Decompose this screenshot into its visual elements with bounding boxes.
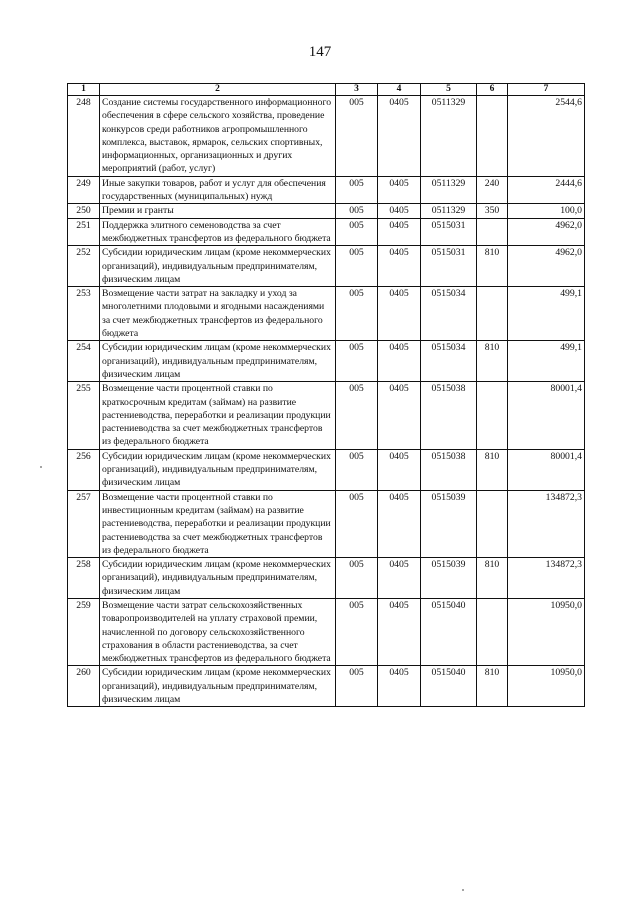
row-amount: 10950,0 bbox=[508, 666, 585, 707]
table-row bbox=[68, 382, 585, 449]
row-code-section: 0405 bbox=[378, 598, 421, 665]
row-name: Иные закупки товаров, работ и услуг для обеспечения государственных (муниципальных) нужд bbox=[100, 176, 336, 204]
row-name: Премии и гранты bbox=[100, 204, 336, 218]
row-name: Субсидии юридическим лицам (кроме некоммерческих организаций), индивидуальным предпринимателям, физическим лицам bbox=[100, 666, 336, 707]
row-number: 254 bbox=[68, 341, 100, 382]
row-code-target: 0515031 bbox=[421, 218, 477, 246]
row-code-ministry: 005 bbox=[336, 204, 378, 218]
row-number: 253 bbox=[68, 287, 100, 341]
row-code-section: 0405 bbox=[378, 382, 421, 449]
row-code-section: 0405 bbox=[378, 176, 421, 204]
table-header-row bbox=[68, 84, 585, 96]
table-row bbox=[68, 246, 585, 287]
row-code-section: 0405 bbox=[378, 558, 421, 599]
row-amount: 80001,4 bbox=[508, 449, 585, 490]
row-amount: 499,1 bbox=[508, 341, 585, 382]
row-amount: 2544,6 bbox=[508, 96, 585, 177]
row-code-section: 0405 bbox=[378, 246, 421, 287]
row-code-target: 0515040 bbox=[421, 598, 477, 665]
column-header: 7 bbox=[508, 84, 585, 96]
row-name: Поддержка элитного семеноводства за счет межбюджетных трансфертов из федерального бюджета bbox=[100, 218, 336, 246]
table-row bbox=[68, 666, 585, 707]
row-name: Субсидии юридическим лицам (кроме некоммерческих организаций), индивидуальным предпринимателям, физическим лицам bbox=[100, 341, 336, 382]
row-number: 257 bbox=[68, 490, 100, 557]
column-header: 4 bbox=[378, 84, 421, 96]
row-code-ministry: 005 bbox=[336, 96, 378, 177]
row-code-target: 0515031 bbox=[421, 246, 477, 287]
row-name: Субсидии юридическим лицам (кроме некоммерческих организаций), индивидуальным предпринимателям, физическим лицам bbox=[100, 246, 336, 287]
row-code-ministry: 005 bbox=[336, 246, 378, 287]
row-number: 259 bbox=[68, 598, 100, 665]
row-name: Возмещение части процентной ставки по краткосрочным кредитам (займам) на развитие растениеводства, переработки и реализации продукции растениеводства за счет межбюджетных трансфертов из федерального бюджета bbox=[100, 382, 336, 449]
table-row bbox=[68, 490, 585, 557]
column-header: 3 bbox=[336, 84, 378, 96]
row-code-ministry: 005 bbox=[336, 287, 378, 341]
row-code-ministry: 005 bbox=[336, 341, 378, 382]
scan-speck bbox=[462, 889, 464, 891]
table-row bbox=[68, 558, 585, 599]
table-row bbox=[68, 287, 585, 341]
table-row bbox=[68, 341, 585, 382]
row-code-section: 0405 bbox=[378, 666, 421, 707]
row-code-section: 0405 bbox=[378, 449, 421, 490]
row-code-ministry: 005 bbox=[336, 449, 378, 490]
row-code-type bbox=[477, 287, 508, 341]
row-code-target: 0515034 bbox=[421, 287, 477, 341]
row-code-type bbox=[477, 218, 508, 246]
table-row bbox=[68, 449, 585, 490]
row-code-target: 0515034 bbox=[421, 341, 477, 382]
row-code-ministry: 005 bbox=[336, 598, 378, 665]
row-code-ministry: 005 bbox=[336, 490, 378, 557]
row-number: 248 bbox=[68, 96, 100, 177]
table-row bbox=[68, 598, 585, 665]
row-number: 260 bbox=[68, 666, 100, 707]
table-row bbox=[68, 96, 585, 177]
row-amount: 100,0 bbox=[508, 204, 585, 218]
row-code-section: 0405 bbox=[378, 96, 421, 177]
row-number: 250 bbox=[68, 204, 100, 218]
row-code-target: 0511329 bbox=[421, 176, 477, 204]
table-row bbox=[68, 218, 585, 246]
row-code-type bbox=[477, 490, 508, 557]
row-amount: 4962,0 bbox=[508, 218, 585, 246]
row-code-type: 810 bbox=[477, 246, 508, 287]
page-number: 147 bbox=[308, 44, 332, 60]
row-name: Возмещение части процентной ставки по инвестиционным кредитам (займам) на развитие растениеводства, переработки и реализации продукции растениеводства за счет межбюджетных трансфертов из федерального бюджета bbox=[100, 490, 336, 557]
row-code-ministry: 005 bbox=[336, 558, 378, 599]
row-code-target: 0515038 bbox=[421, 382, 477, 449]
row-code-target: 0511329 bbox=[421, 204, 477, 218]
row-name: Создание системы государственного информационного обеспечения в сфере сельского хозяйства, проведение конкурсов среди работников агропромышленного комплекса, выставок, ярмарок, сельских спортивных, информационных, организационных и других мероприятий (работ, услуг) bbox=[100, 96, 336, 177]
row-code-section: 0405 bbox=[378, 341, 421, 382]
table-row bbox=[68, 176, 585, 204]
row-code-type bbox=[477, 598, 508, 665]
row-code-target: 0515038 bbox=[421, 449, 477, 490]
row-code-section: 0405 bbox=[378, 490, 421, 557]
row-code-ministry: 005 bbox=[336, 666, 378, 707]
row-code-type: 810 bbox=[477, 666, 508, 707]
row-code-type: 810 bbox=[477, 449, 508, 490]
row-amount: 10950,0 bbox=[508, 598, 585, 665]
row-code-ministry: 005 bbox=[336, 218, 378, 246]
row-code-type: 810 bbox=[477, 341, 508, 382]
row-amount: 499,1 bbox=[508, 287, 585, 341]
row-code-target: 0515039 bbox=[421, 490, 477, 557]
row-code-target: 0515040 bbox=[421, 666, 477, 707]
row-number: 252 bbox=[68, 246, 100, 287]
row-code-type: 350 bbox=[477, 204, 508, 218]
row-amount: 80001,4 bbox=[508, 382, 585, 449]
row-code-section: 0405 bbox=[378, 287, 421, 341]
row-name: Возмещение части затрат сельскохозяйственных товаропроизводителей на уплату страховой премии, начисленной по договору сельскохозяйственного страхования в области растениеводства, за счет межбюджетных трансфертов из федерального бюджета bbox=[100, 598, 336, 665]
row-code-section: 0405 bbox=[378, 218, 421, 246]
row-amount: 134872,3 bbox=[508, 490, 585, 557]
row-amount: 2444,6 bbox=[508, 176, 585, 204]
row-name: Возмещение части затрат на закладку и уход за многолетними плодовыми и ягодными насаждениями за счет межбюджетных трансфертов из федерального бюджета bbox=[100, 287, 336, 341]
column-header: 5 bbox=[421, 84, 477, 96]
row-code-type: 810 bbox=[477, 558, 508, 599]
row-code-target: 0515039 bbox=[421, 558, 477, 599]
budget-table bbox=[67, 83, 585, 707]
row-name: Субсидии юридическим лицам (кроме некоммерческих организаций), индивидуальным предпринимателям, физическим лицам bbox=[100, 558, 336, 599]
row-code-type bbox=[477, 382, 508, 449]
row-number: 258 bbox=[68, 558, 100, 599]
row-amount: 4962,0 bbox=[508, 246, 585, 287]
row-code-ministry: 005 bbox=[336, 176, 378, 204]
scan-speck bbox=[40, 466, 42, 468]
row-name: Субсидии юридическим лицам (кроме некоммерческих организаций), индивидуальным предпринимателям, физическим лицам bbox=[100, 449, 336, 490]
table-row bbox=[68, 204, 585, 218]
row-code-ministry: 005 bbox=[336, 382, 378, 449]
row-code-type bbox=[477, 96, 508, 177]
row-code-type: 240 bbox=[477, 176, 508, 204]
row-code-section: 0405 bbox=[378, 204, 421, 218]
row-code-target: 0511329 bbox=[421, 96, 477, 177]
row-amount: 134872,3 bbox=[508, 558, 585, 599]
row-number: 256 bbox=[68, 449, 100, 490]
column-header: 2 bbox=[100, 84, 336, 96]
row-number: 251 bbox=[68, 218, 100, 246]
column-header: 1 bbox=[68, 84, 100, 96]
row-number: 255 bbox=[68, 382, 100, 449]
column-header: 6 bbox=[477, 84, 508, 96]
row-number: 249 bbox=[68, 176, 100, 204]
